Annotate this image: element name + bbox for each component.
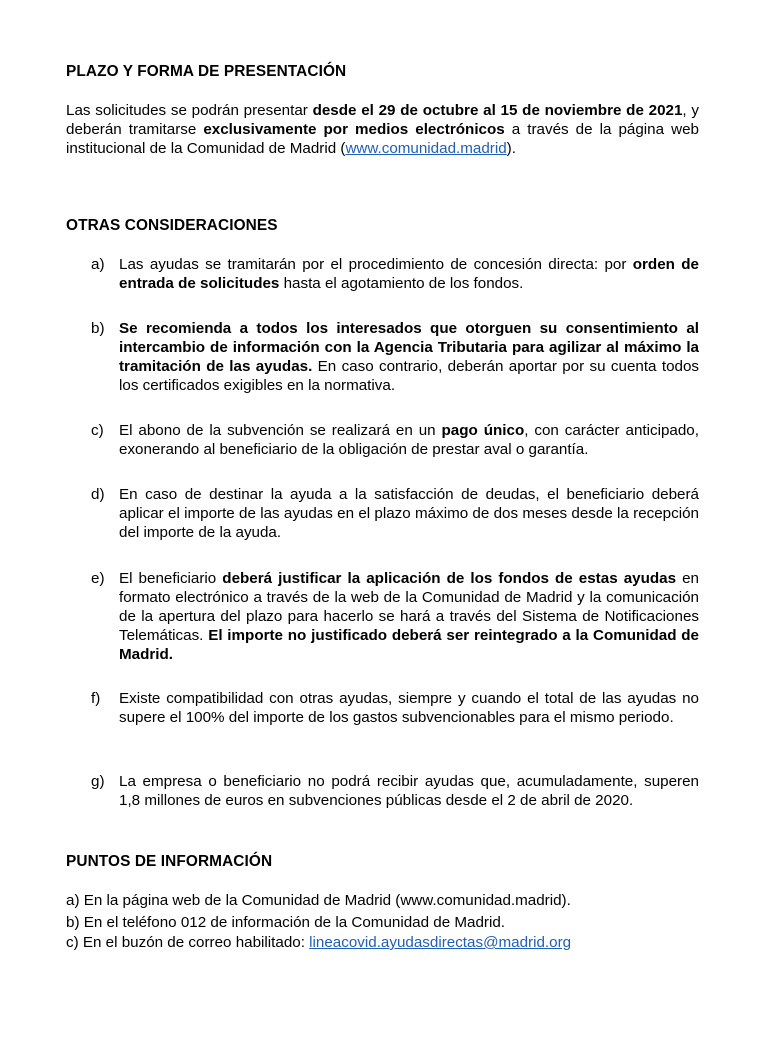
item-marker: f) xyxy=(91,690,101,707)
item-marker: g) xyxy=(91,773,105,790)
item-marker: e) xyxy=(91,570,105,587)
plazo-text-2: , y deberán tramitarse xyxy=(66,102,699,138)
item-d-text: En caso de destinar la ayuda a la satisfacción de deudas, el beneficiario deberá aplicar el importe de las ayudas en el plazo máximo de dos meses desde la recepción del importe de la ayuda. xyxy=(119,486,699,541)
plazo-text-4: ). xyxy=(506,140,516,157)
list-item-f xyxy=(91,689,699,727)
email-link[interactable]: lineacovid.ayudasdirectas@madrid.org xyxy=(309,934,572,951)
item-text xyxy=(119,689,699,727)
item-c-bold: pago único xyxy=(441,422,525,439)
item-text xyxy=(119,421,699,459)
list-item-e xyxy=(91,569,699,664)
item-e-bold-1: deberá justificar la aplicación de los fondos de estas ayudas xyxy=(222,570,677,587)
item-text xyxy=(119,569,699,664)
paragraph-plazo xyxy=(66,101,699,158)
item-text xyxy=(119,485,699,542)
item-a-text-2: hasta el agotamiento de los fondos. xyxy=(279,275,524,292)
item-b-bold: Se recomienda a todos los interesados que otorguen su consentimiento al intercambio de información con la Agencia Tributaria para agilizar al máximo la tramitación de las ayudas. xyxy=(119,320,699,375)
info-line-c xyxy=(66,933,571,952)
heading-plazo: PLAZO Y FORMA DE PRESENTACIÓN xyxy=(66,63,347,80)
plazo-text-3: a través de la página web institucional de la Comunidad de Madrid ( xyxy=(66,121,699,157)
item-e-text-1: El beneficiario xyxy=(119,570,223,587)
plazo-dates: desde el 29 de octubre al 15 de noviembre de 2021 xyxy=(312,102,683,119)
item-b-text: En caso contrario, deberán aportar por su cuenta todos los certificados exigibles en la normativa. xyxy=(119,358,700,394)
info-line-c-prefix: c) En el buzón de correo habilitado: xyxy=(66,934,310,951)
list-item-a xyxy=(91,255,699,293)
info-line-a: a) En la página web de la Comunidad de Madrid (www.comunidad.madrid). xyxy=(66,892,571,909)
comunidad-madrid-link[interactable]: www.comunidad.madrid xyxy=(345,140,507,157)
item-text xyxy=(119,255,699,293)
list-item-b xyxy=(91,319,699,395)
heading-otras: OTRAS CONSIDERACIONES xyxy=(66,217,278,234)
heading-puntos: PUNTOS DE INFORMACIÓN xyxy=(66,853,273,870)
item-marker: c) xyxy=(91,422,104,439)
item-f-text: Existe compatibilidad con otras ayudas, siempre y cuando el total de las ayudas no supere el 100% del importe de los gastos subvencionables para el mismo periodo. xyxy=(119,690,699,726)
item-marker: d) xyxy=(91,486,105,503)
item-e-text-2: en formato electrónico a través de la web de la Comunidad de Madrid y la comunicación de la apertura del plazo para hacerlo se hará a través del Sistema de Notificaciones Telemáticas. xyxy=(119,570,699,644)
list-item-g xyxy=(91,772,699,810)
item-marker: a) xyxy=(91,256,105,273)
item-e-bold-2: El importe no justificado deberá ser reintegrado a la Comunidad de Madrid. xyxy=(119,627,699,663)
item-c-text-1: El abono de la subvención se realizará en un xyxy=(119,422,442,439)
item-marker: b) xyxy=(91,320,105,337)
item-text xyxy=(119,319,699,395)
item-text xyxy=(119,772,699,810)
plazo-electronic: exclusivamente por medios electrónicos xyxy=(203,121,505,138)
item-c-text-2: , con carácter anticipado, exonerando al beneficiario de la obligación de prestar aval o garantía. xyxy=(119,422,699,458)
plazo-text-1: Las solicitudes se podrán presentar xyxy=(66,102,313,119)
list-item-c xyxy=(91,421,699,459)
item-a-bold: orden de entrada de solicitudes xyxy=(119,256,699,292)
item-g-text: La empresa o beneficiario no podrá recibir ayudas que, acumuladamente, superen 1,8 millones de euros en subvenciones públicas desde el 2 de abril de 2020. xyxy=(119,773,699,809)
item-a-text-1: Las ayudas se tramitarán por el procedimiento de concesión directa: por xyxy=(119,256,633,273)
list-item-d xyxy=(91,485,699,542)
info-line-b: b) En el teléfono 012 de información de la Comunidad de Madrid. xyxy=(66,914,506,931)
